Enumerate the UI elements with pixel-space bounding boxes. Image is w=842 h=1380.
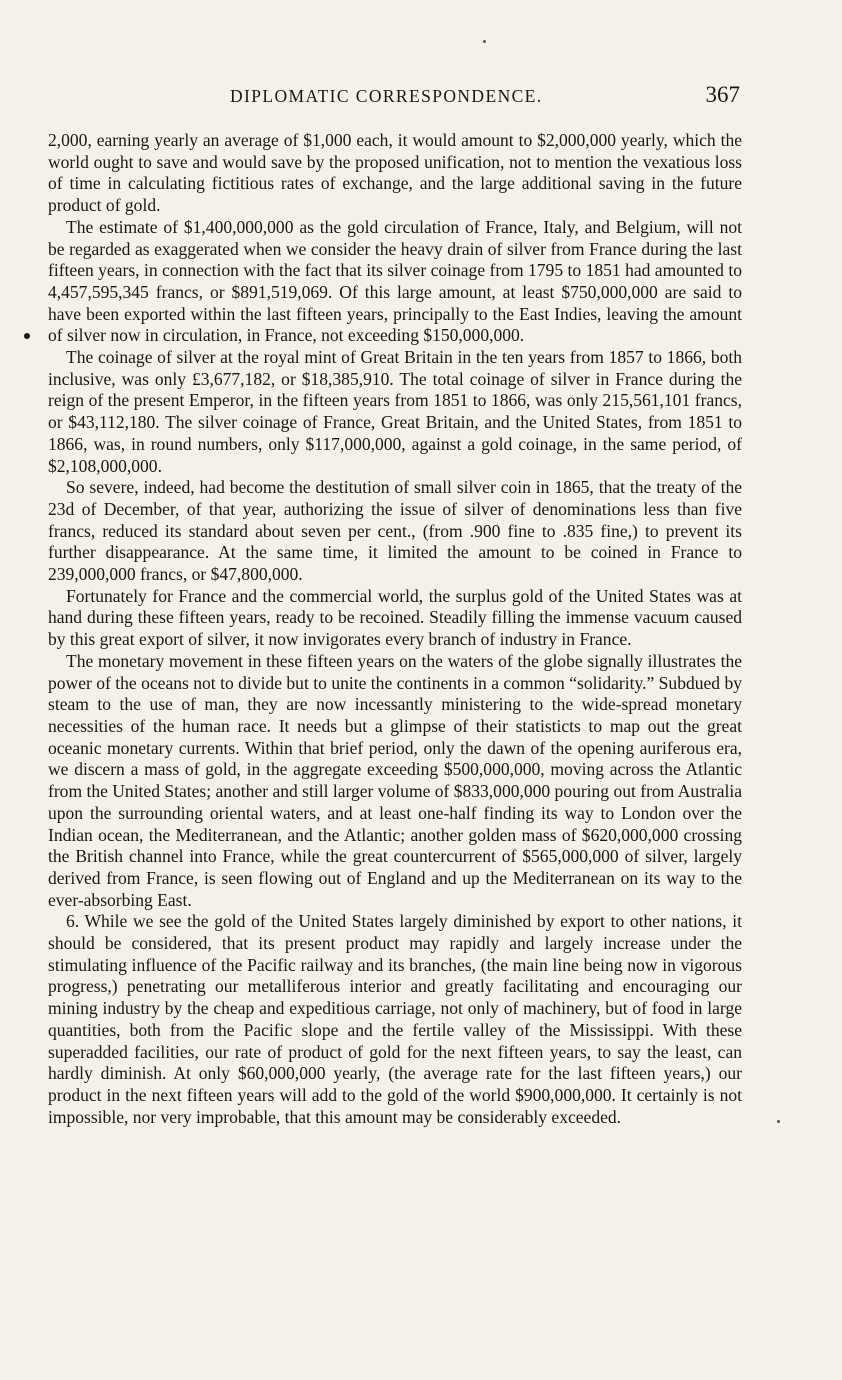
paragraph: So severe, indeed, had become the destitution of small silver coin in 1865, that the treaty of the 23d of December, of that year, authorizing the issue of silver of denominations less than five francs, reduced its standard about seven per cent., (from .900 fine to .835 fine,) to prevent its further disappearance. At the same time, it limited the amount to be coined in France to 239,000,000 francs, or $47,800,000. bbox=[48, 477, 742, 585]
body-text bbox=[48, 130, 742, 1128]
paragraph: The estimate of $1,400,000,000 as the gold circulation of France, Italy, and Belgium, will not be regarded as exaggerated when we consider the heavy drain of silver from France during the last fifteen years, in connection with the fact that its silver coinage from 1795 to 1851 had amounted to 4,457,595,345 francs, or $891,519,069. Of this large amount, at least $750,000,000 are said to have been exported within the last fifteen years, principally to the East Indies, leaving the amount of silver now in circulation, in France, not exceeding $150,000,000. bbox=[48, 216, 742, 346]
running-head: DIPLOMATIC CORRESPONDENCE. bbox=[230, 86, 543, 106]
ink-speck bbox=[777, 1120, 780, 1123]
ink-speck bbox=[483, 40, 486, 43]
page-number: 367 bbox=[705, 82, 740, 107]
margin-mark bbox=[24, 333, 30, 339]
page-header bbox=[48, 82, 742, 112]
paragraph: Fortunately for France and the commercial world, the surplus gold of the United States was at hand during these fifteen years, ready to be recoined. Steadily filling the immense vacuum caused by this great export of silver, it now invigorates every branch of industry in France. bbox=[48, 585, 742, 650]
paragraph: The coinage of silver at the royal mint of Great Britain in the ten years from 1857 to 1866, both inclusive, was only £3,677,182, or $18,385,910. The total coinage of silver in France during the reign of the present Emperor, in the fifteen years from 1851 to 1866, was only 215,561,101 francs, or $43,112,180. The silver coinage of France, Great Britain, and the United States, from 1851 to 1866, was, in round numbers, only $117,000,000, against a gold coinage, in the same period, of $2,108,000,000. bbox=[48, 347, 742, 476]
paragraph: 2,000, earning yearly an average of $1,000 each, it would amount to $2,000,000 yearly, which the world ought to save and would save by the proposed unification, not to mention the vexatious loss of time in calculating fictitious rates of exchange, and the large additional saving in the future product of gold. bbox=[48, 130, 742, 216]
paragraph: The monetary movement in these fifteen years on the waters of the globe signally illustrates the power of the oceans not to divide but to unite the continents in a common “solidarity.” Subdued by steam to the use of man, they are now incessantly ministering to the wide-spread monetary necessities of the human race. It needs but a glimpse of their statisticts to map out the great oceanic monetary currents. Within that brief period, only the dawn of the opening auriferous era, we discern a mass of gold, in the aggregate exceeding $500,000,000, moving across the Atlantic from the United States; another and still larger volume of $833,000,000 pouring out from Australia upon the surrounding oriental waters, and at least one-half finding its way to London over the Indian ocean, the Mediterranean, and the Atlantic; another golden mass of $620,000,000 crossing the British channel into France, while the great countercurrent of $565,000,000 of silver, largely derived from France, is seen flowing out of England and up the Mediterranean on its way to the ever-absorbing East. bbox=[48, 650, 742, 910]
paragraph: 6. While we see the gold of the United States largely diminished by export to other nations, it should be considered, that its present product may rapidly and largely increase under the stimulating influence of the Pacific railway and its branches, (the main line being now in vigorous progress,) penetrating our metalliferous interior and greatly facilitating and encouraging our mining industry by the cheap and expeditious carriage, not only of machinery, but of food in large quantities, both from the Pacific slope and the fertile valley of the Mississippi. With these superadded facilities, our rate of product of gold for the next fifteen years, to say the least, can hardly diminish. At only $60,000,000 yearly, (the average rate for the last fifteen years,) our product in the next fifteen years will add to the gold of the world $900,000,000. It certainly is not impossible, nor very improbable, that this amount may be considerably exceeded. bbox=[48, 911, 742, 1127]
